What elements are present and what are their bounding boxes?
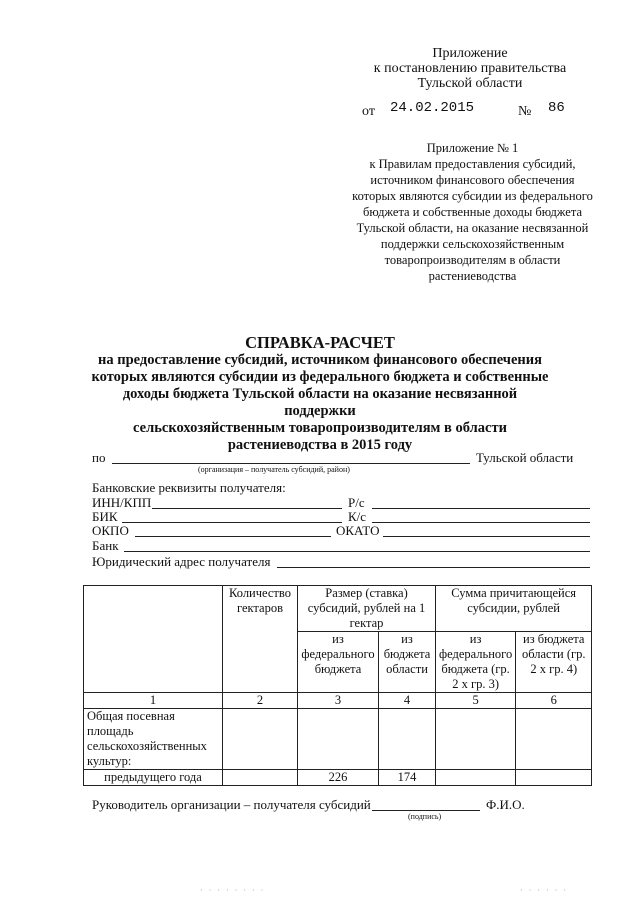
col-number: 2 [223, 693, 298, 709]
col-number: 6 [516, 693, 592, 709]
ks-label: К/с [348, 509, 367, 524]
col-number: 4 [379, 693, 436, 709]
header-block [355, 46, 585, 91]
signature-hint: (подпись) [408, 812, 442, 821]
appendix-line: бюджета и собственные доходы бюджета [363, 205, 582, 219]
appendix-block [330, 140, 615, 284]
bik-label: БИК [92, 509, 118, 524]
header-line2: к постановлению правительства [373, 61, 567, 76]
header-sum-federal: из федерального бюджета (гр. 2 х гр. 3) [436, 632, 516, 693]
title-line: растениеводства в 2015 году [227, 437, 413, 453]
document-title [90, 333, 550, 454]
col-number: 1 [84, 693, 223, 709]
bank-details-label: Банковские реквизиты получателя: [92, 480, 286, 495]
col-number: 3 [298, 693, 379, 709]
appendix-line: к Правилам предоставления субсидий, [369, 157, 576, 171]
header-line1: Приложение [432, 46, 508, 61]
okato-field[interactable] [383, 536, 590, 537]
cell-rate-federal: 226 [298, 770, 379, 786]
signature-label: Руководитель организации – получателя субсидий [92, 797, 371, 812]
subsidy-table [83, 585, 592, 786]
header-rate: Размер (ставка) субсидий, рублей на 1 гектар [298, 586, 436, 632]
rs-label: Р/с [348, 495, 365, 510]
bank-field[interactable] [124, 551, 590, 552]
title-main: СПРАВКА-РАСЧЕТ [245, 333, 395, 352]
po-label: по [92, 450, 106, 465]
cell-empty[interactable] [298, 709, 379, 770]
cell-sum-regional[interactable] [516, 770, 592, 786]
ks-field[interactable] [372, 522, 590, 523]
header-rate-federal: из федерального бюджета [298, 632, 379, 693]
appendix-line: Тульской области, на оказание несвязанной [356, 221, 589, 235]
row-label: Общая посевная площадь сельскохозяйственных культур: [84, 709, 223, 770]
scan-artifact: · · · · · · · · [200, 886, 266, 895]
address-label: Юридический адрес получателя [92, 554, 271, 569]
header-sum-regional: из бюджета области (гр. 2 х гр. 4) [516, 632, 592, 693]
appendix-title: Приложение № 1 [426, 141, 519, 155]
title-line: сельскохозяйственным товаропроизводителям в области [133, 420, 507, 436]
header-line3: Тульской области [417, 76, 523, 91]
appendix-line: растениеводства [428, 269, 517, 283]
number-prefix: № [518, 104, 532, 119]
region-label: Тульской области [476, 450, 574, 465]
cell-empty[interactable] [436, 709, 516, 770]
bank-label: Банк [92, 538, 119, 553]
appendix-line: источником финансового обеспечения [370, 173, 575, 187]
appendix-line: поддержки сельскохозяйственным [380, 237, 565, 251]
address-field[interactable] [277, 567, 590, 568]
title-line: которых являются субсидии из федерального бюджета и собственные [91, 369, 549, 385]
row-sub-label: предыдущего года [84, 770, 223, 786]
okpo-label: ОКПО [92, 523, 129, 538]
cell-empty[interactable] [516, 709, 592, 770]
header-area: Количество гектаров [223, 586, 298, 693]
date-value: 24.02.2015 [390, 100, 475, 116]
header-rate-regional: из бюджета области [379, 632, 436, 693]
org-name-line[interactable] [112, 463, 470, 464]
fio-label: Ф.И.О. [486, 797, 525, 812]
number-value: 86 [548, 100, 565, 116]
cell-empty[interactable] [223, 709, 298, 770]
col-number: 5 [436, 693, 516, 709]
scan-artifact: · · · · · · [520, 886, 568, 895]
appendix-line: которых являются субсидии из федерального [352, 189, 593, 203]
title-line: доходы бюджета Тульской области на оказание несвязанной поддержки [122, 386, 518, 419]
appendix-line: товаропроизводителям в области [384, 253, 561, 267]
cell-sum-federal[interactable] [436, 770, 516, 786]
cell-area[interactable] [223, 770, 298, 786]
inn-label: ИНН/КПП [92, 495, 152, 510]
cell-rate-regional: 174 [379, 770, 436, 786]
signature-line[interactable] [372, 810, 480, 811]
org-hint: (организация – получатель субсидий, район) [198, 465, 350, 474]
okato-label: ОКАТО [336, 523, 380, 538]
cell-empty[interactable] [379, 709, 436, 770]
header-sum: Сумма причитающейся субсидии, рублей [436, 586, 592, 632]
date-prefix: от [362, 104, 375, 119]
bik-field[interactable] [122, 522, 342, 523]
inn-field[interactable] [152, 508, 342, 509]
header-empty-cell [84, 586, 223, 693]
okpo-field[interactable] [135, 536, 331, 537]
title-line: на предоставление субсидий, источником финансового обеспечения [98, 352, 542, 368]
rs-field[interactable] [372, 508, 590, 509]
